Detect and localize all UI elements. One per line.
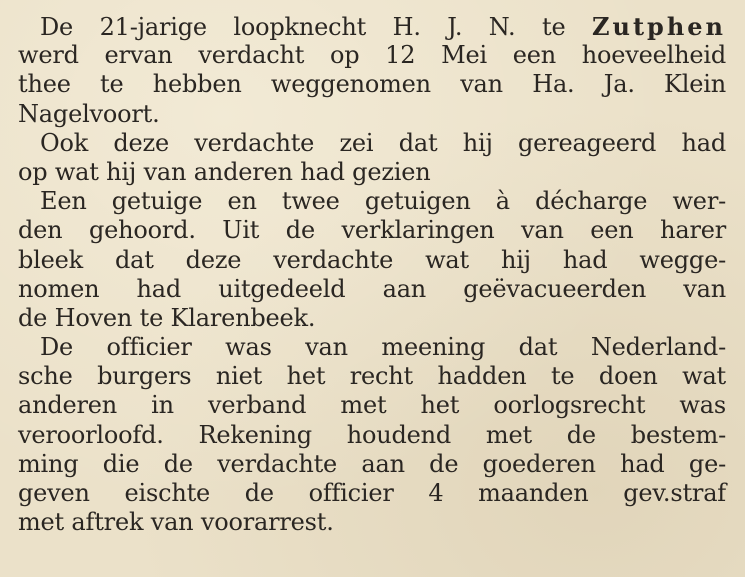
place-name-zutphen: Zutphen: [591, 12, 726, 41]
paragraph-3: [18, 187, 726, 333]
paragraph-2: [18, 129, 726, 187]
article-line: geven eischte de officier 4 maanden gev.straf: [18, 479, 726, 507]
article-line: [18, 12, 726, 41]
article-line: Ook deze verdachte zei dat hij gereageerd had: [40, 128, 726, 157]
paragraph-1: [18, 12, 726, 129]
article-column: [18, 12, 726, 537]
article-line: den gehoord. Uit de verklaringen van een harer: [18, 216, 726, 245]
article-line: werd ervan verdacht op 12 Mei een hoeveelheid: [18, 41, 726, 70]
article-line: nomen had uitgedeeld aan geëvacueerden van: [18, 274, 726, 303]
article-line: veroorloofd. Rekening houdend met de bestem-: [18, 420, 726, 449]
article-line: met aftrek van voorarrest.: [18, 508, 334, 537]
article-line: Een getuige en twee getuigen à décharge wer-: [40, 187, 726, 216]
article-line: anderen in verband met het oorlogsrecht was: [18, 391, 726, 420]
paragraph-4: [18, 333, 726, 537]
article-line: Nagelvoort.: [18, 99, 160, 128]
article-line: de Hoven te Klarenbeek.: [18, 303, 316, 332]
article-line: thee te hebben weggenomen van Ha. Ja. Klein: [18, 70, 726, 99]
article-line: De officier was van meening dat Nederland-: [40, 333, 726, 362]
article-line: bleek dat deze verdachte wat hij had wegge-: [18, 245, 726, 274]
article-line: ming die de verdachte aan de goederen had ge-: [18, 449, 726, 478]
article-line: op wat hij van anderen had gezien: [18, 157, 431, 186]
line-text: De 21-jarige loopknecht H. J. N. te: [40, 13, 566, 41]
article-line: sche burgers niet het recht hadden te doen wat: [18, 362, 726, 391]
